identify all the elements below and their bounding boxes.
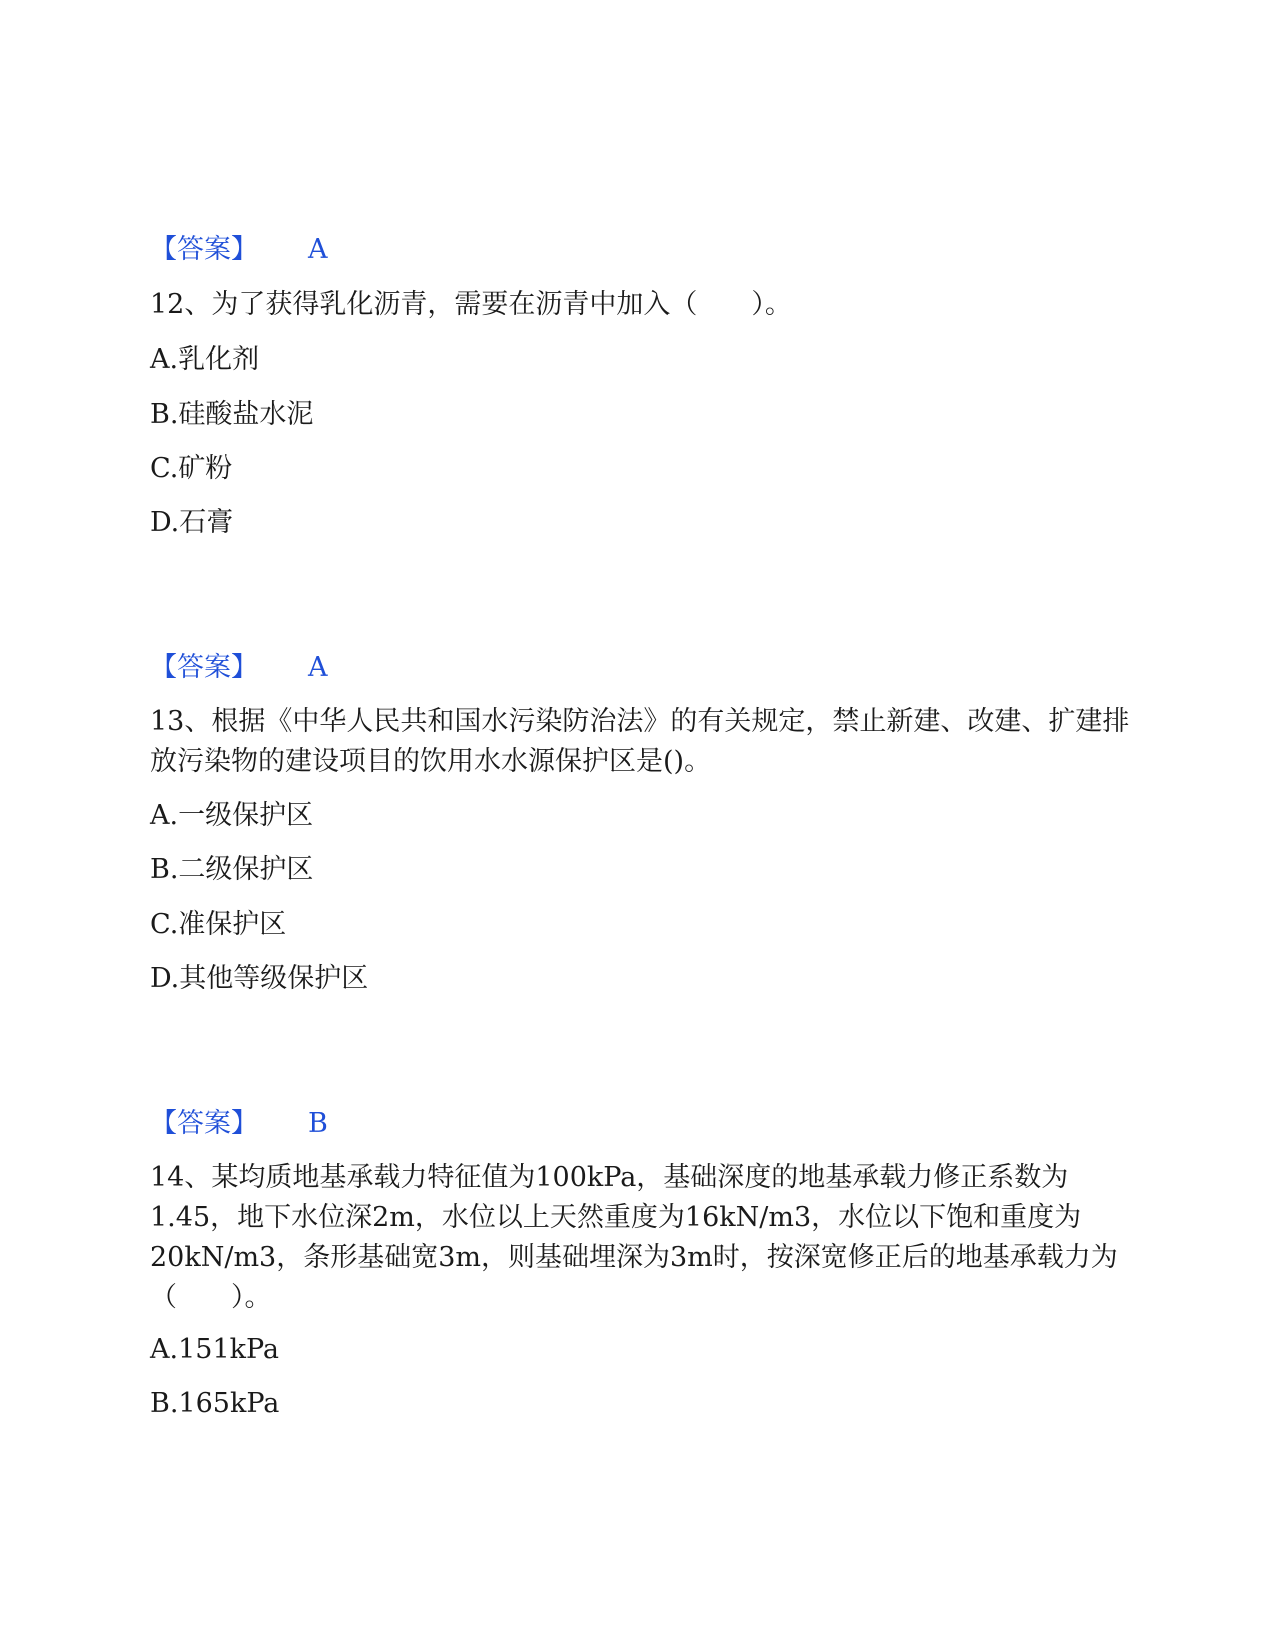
answer-label: 【答案】 xyxy=(150,1108,258,1139)
answer-value: A xyxy=(308,234,328,265)
option-a: A.151kPa xyxy=(150,1334,280,1365)
option-a: A.乳化剂 xyxy=(150,344,260,375)
option-c: C.矿粉 xyxy=(150,453,233,484)
answer-line xyxy=(150,648,328,688)
option-b: B.165kPa xyxy=(150,1388,280,1419)
answer-value: A xyxy=(308,652,328,683)
answer-value: B xyxy=(308,1108,328,1139)
answer-label: 【答案】 xyxy=(150,234,258,265)
question-text: 12、为了获得乳化沥青，需要在沥青中加入（ ）。 xyxy=(150,289,792,320)
option-d: D.石膏 xyxy=(150,507,234,538)
answer-line xyxy=(150,1104,328,1144)
option-b: B.二级保护区 xyxy=(150,854,314,885)
option-d: D.其他等级保护区 xyxy=(150,963,369,994)
answer-label: 【答案】 xyxy=(150,652,258,683)
answer-line xyxy=(150,230,328,270)
question-text: 14、某均质地基承载力特征值为100kPa，基础深度的地基承载力修正系数为1.45，地下水位深2m，水位以上天然重度为16kN/m3，水位以下饱和重度为20kN/m3，条形基础宽3m，则基础埋深为3m时，按深宽修正后的地基承载力为（ ）。 xyxy=(150,1162,1118,1313)
option-c: C.准保护区 xyxy=(150,909,287,940)
question-text: 13、根据《中华人民共和国水污染防治法》的有关规定，禁止新建、改建、扩建排放污染物的建设项目的饮用水水源保护区是()。 xyxy=(150,706,1130,777)
option-b: B.硅酸盐水泥 xyxy=(150,399,314,430)
option-a: A.一级保护区 xyxy=(150,800,314,831)
